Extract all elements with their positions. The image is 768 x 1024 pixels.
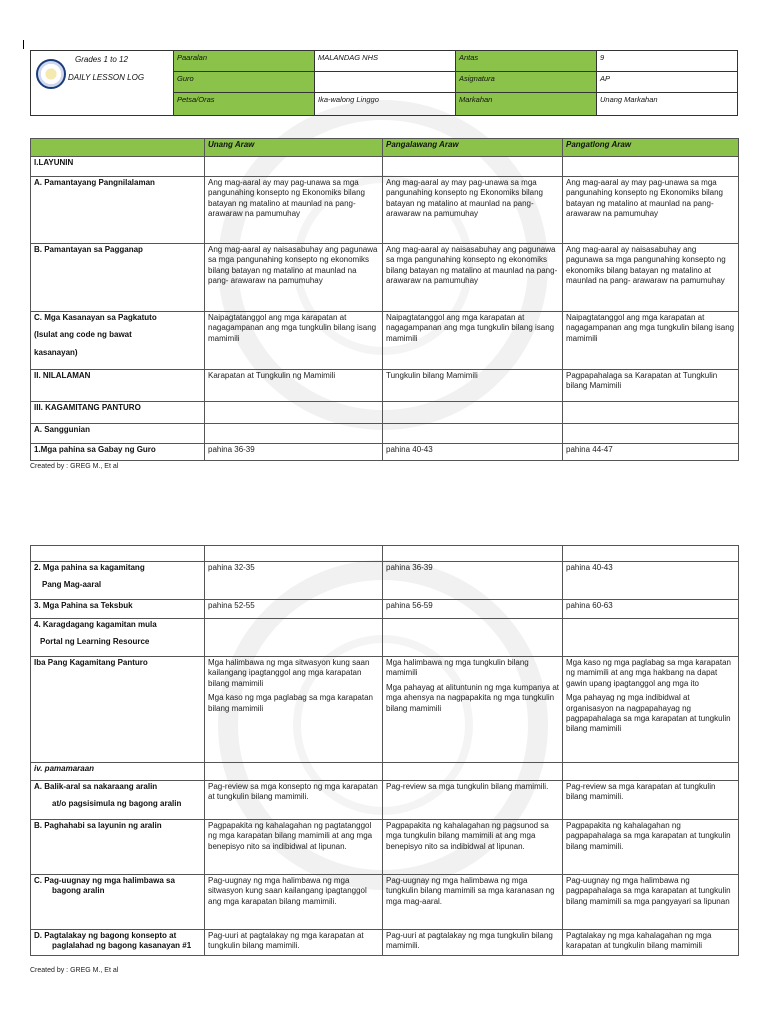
- row-label-line: 2. Mga pahina sa kagamitang: [34, 563, 145, 572]
- empty-cell: [205, 157, 383, 177]
- header-info-grid: [174, 51, 738, 115]
- empty-cell: [383, 157, 563, 177]
- cell-day2: [383, 657, 563, 763]
- created-by-footer: Created by : GREG M., Et al: [30, 967, 119, 974]
- cell-paragraph: Mga halimbawa ng mga tungkulin bilang mamimili: [386, 658, 529, 678]
- created-by-footer: Created by : GREG M., Et al: [30, 463, 119, 470]
- header-label-petsa: Petsa/Oras: [174, 93, 315, 115]
- row-label-karagdagang-kagamitan: [31, 619, 205, 657]
- row-label-iba-pang-kagamitan: Iba Pang Kagamitang Panturo: [31, 657, 205, 763]
- empty-cell: [383, 402, 563, 424]
- empty-cell: [383, 619, 563, 657]
- cell-day2: Ang mag-aaral ay naisasabuhay ang pagunawa sa mga pangunahing konsepto ng ekonomiks bilang batayan ng matalino at maunlad na pang- arawaraw na pamumuhay: [383, 244, 563, 312]
- empty-cell: [205, 619, 383, 657]
- row-label-kagamitang-mag-aaral: [31, 562, 205, 600]
- header-label-antas: Antas: [456, 51, 597, 72]
- header-value-markahan: Unang Markahan: [600, 95, 658, 104]
- cell-day1: pahina 32-35: [205, 562, 383, 600]
- header-value-asignatura: AP: [597, 72, 738, 93]
- row-label-line: C. Pag-uugnay ng mga halimbawa sa: [34, 876, 175, 885]
- cell-day3: pahina 44-47: [563, 444, 739, 461]
- cell-day2: pahina 40-43: [383, 444, 563, 461]
- row-label-balik-aral: [31, 781, 205, 820]
- cell-day2: Pag-review sa mga tungkulin bilang mamimili.: [383, 781, 563, 820]
- column-header-blank: [31, 139, 205, 157]
- cell-day3: Naipagtatanggol ang mga karapatan at nagagampanan ang mga tungkulin bilang isang mamimili: [563, 312, 739, 370]
- cell-day1: Karapatan at Tungkulin ng Mamimili: [205, 370, 383, 402]
- row-label-line: Pang Mag-aaral: [42, 580, 102, 590]
- row-label-line: A. Balik-aral sa nakaraang aralin: [34, 782, 158, 791]
- cell-paragraph: Mga kaso ng mga paglabag sa mga karapatan ng mamimili at ang mga hakbang na dapat gawin upang ipagtanggol ang mga ito: [566, 658, 731, 688]
- daily-lesson-log-title: DAILY LESSON LOG: [68, 73, 145, 82]
- empty-cell: [383, 763, 563, 781]
- empty-cell: [563, 546, 739, 562]
- cell-day3: pahina 60-63: [563, 600, 739, 619]
- empty-cell: [205, 402, 383, 424]
- deped-seal-icon: [36, 59, 66, 89]
- empty-cell: [205, 424, 383, 444]
- row-label-kasanayan: [31, 312, 205, 370]
- header-label-guro: Guro: [174, 72, 315, 93]
- header-value-antas: 9: [597, 51, 738, 72]
- column-header-day2: Pangalawang Araw: [383, 139, 563, 157]
- cell-paragraph: Mga halimbawa ng mga sitwasyon kung saan kailangang ipagtanggol ang mga karapatan bilang mamimili: [208, 658, 370, 688]
- cell-paragraph: Mga pahayag at alituntunin ng mga kumpanya at mga ahensya na nagpapakita ng mga tungkulin bilang mamimili: [386, 682, 560, 713]
- column-header-day3: Pangatlong Araw: [563, 139, 739, 157]
- cell-day1: pahina 52-55: [205, 600, 383, 619]
- cell-day1: Ang mag-aaral ay naisasabuhay ang pagunawa sa mga pangunahing konsepto ng ekonomiks bilang batayan ng matalino at maunlad na pang- arawaraw na pamumuhay: [205, 244, 383, 312]
- cell-day3: Pagpapahalaga sa Karapatan at Tungkulin bilang Mamimili: [563, 370, 739, 402]
- empty-cell: [563, 619, 739, 657]
- cell-day3: Pagpapakita ng kahalagahan ng pagpapahalaga sa mga karapatan at tungkulin bilang mamimili.: [563, 820, 739, 875]
- cell-day1: Naipagtatanggol ang mga karapatan at nagagampanan ang mga tungkulin bilang isang mamimili: [205, 312, 383, 370]
- text-cursor: [23, 40, 24, 49]
- row-label-line: paglalahad ng bagong kasanayan #1: [52, 941, 192, 951]
- cell-day3: [563, 657, 739, 763]
- cell-day2: Pag-uuri at pagtalakay ng mga tungkulin bilang mamimili.: [383, 930, 563, 956]
- cell-day3: Pag-uugnay ng mga halimbawa ng pagpapahalaga sa mga karapatan at tungkulin bilang mamimili sa mga pangyayari sa lipunan: [563, 875, 739, 930]
- empty-cell: [563, 157, 739, 177]
- cell-day2: pahina 56-59: [383, 600, 563, 619]
- cell-day3: Ang mag-aaral ay may pag-unawa sa mga pangunahing konsepto ng Ekonomiks bilang batayan ng matalino at maunlad na pang-arawaraw na pamumuhay: [563, 177, 739, 244]
- empty-cell: [383, 424, 563, 444]
- empty-cell: [31, 546, 205, 562]
- empty-cell: [205, 763, 383, 781]
- cell-day2: Tungkulin bilang Mamimili: [383, 370, 563, 402]
- cell-day3: pahina 40-43: [563, 562, 739, 600]
- row-label-teksbuk: 3. Mga Pahina sa Teksbuk: [31, 600, 205, 619]
- cell-day2: Pag-uugnay ng mga halimbawa ng mga tungkulin bilang mamimili sa mga karanasan ng mga mag-aaral.: [383, 875, 563, 930]
- cell-day2: Pagpapakita ng kahalagahan ng pagsunod sa mga tungkulin bilang mamimili at ang mga benepisyo nito sa indibidwal at lipunan.: [383, 820, 563, 875]
- row-label-gabay-ng-guro: 1.Mga pahina sa Gabay ng Guro: [31, 444, 205, 461]
- header-value-paaralan: MALANDAG NHS: [315, 51, 456, 72]
- grades-label: Grades 1 to 12: [75, 55, 128, 64]
- header-logo-cell: [31, 51, 174, 115]
- row-label-line: bagong aralin: [52, 886, 105, 896]
- header-value-guro: [315, 72, 456, 93]
- header-value-petsa: Ika-walong Linggo: [315, 93, 456, 115]
- row-label-line: kasanayan): [34, 347, 78, 357]
- cell-day1: pahina 36-39: [205, 444, 383, 461]
- section-nilalaman: II. NILALAMAN: [31, 370, 205, 402]
- row-label-line: C. Mga Kasanayan sa Pagkatuto: [34, 313, 157, 322]
- empty-cell: [563, 402, 739, 424]
- cell-paragraph: Mga kaso ng mga paglabag sa mga karapatan bilang mamimili: [208, 693, 373, 713]
- row-label-line: (Isulat ang code ng bawat: [34, 330, 132, 340]
- row-label-line: Portal ng Learning Resource: [40, 637, 150, 647]
- lesson-log-header: [30, 50, 738, 116]
- lesson-log-table-page1: [30, 138, 739, 461]
- cell-day2: Naipagtatanggol ang mga karapatan at nagagampanan ang mga tungkulin bilang isang mamimili: [383, 312, 563, 370]
- cell-day1: Pag-review sa mga konsepto ng mga karapatan at tungkulin bilang mamimili.: [205, 781, 383, 820]
- lesson-log-table-page2: [30, 545, 739, 956]
- cell-day1: [205, 657, 383, 763]
- section-kagamitang-panturo: III. KAGAMITANG PANTURO: [31, 402, 205, 424]
- row-label-line: at/o pagsisimula ng bagong aralin: [52, 799, 182, 809]
- row-label-sanggunian: A. Sanggunian: [31, 424, 205, 444]
- empty-cell: [563, 763, 739, 781]
- row-label-pagtalakay: [31, 930, 205, 956]
- section-pamamaraan: iv. pamamaraan: [31, 763, 205, 781]
- row-label-paghahabi: B. Paghahabi sa layunin ng aralin: [31, 820, 205, 875]
- row-label-line: 4. Karagdagang kagamitan mula: [34, 620, 157, 629]
- header-label-markahan: Markahan: [456, 93, 597, 115]
- cell-day1: Pag-uuri at pagtalakay ng mga karapatan at tungkulin bilang mamimili.: [205, 930, 383, 956]
- header-label-paaralan: Paaralan: [174, 51, 315, 72]
- cell-day3: Pag-review sa mga karapatan at tungkulin bilang mamimili.: [563, 781, 739, 820]
- cell-day1: Ang mag-aaral ay may pag-unawa sa mga pangunahing konsepto ng Ekonomiks bilang batayan ng matalino at maunlad na pang-arawaraw na pamumuhay: [205, 177, 383, 244]
- cell-day3: Pagtalakay ng mga kahalagahan ng mga karapatan at tungkulin bilang mamimili: [563, 930, 739, 956]
- section-layunin: I.LAYUNIN: [31, 157, 205, 177]
- header-label-asignatura: Asignatura: [456, 72, 597, 93]
- cell-day1: Pag-uugnay ng mga halimbawa ng mga sitwasyon kung saan kailangang ipagtanggol ang mga karapatan bilang mamimili.: [205, 875, 383, 930]
- empty-cell: [383, 546, 563, 562]
- cell-day2: Ang mag-aaral ay may pag-unawa sa mga pangunahing konsepto ng Ekonomiks bilang batayan ng matalino at maunlad na pang-arawaraw na pamumuhay: [383, 177, 563, 244]
- cell-day1: Pagpapakita ng kahalagahan ng pagtatanggol ng mga karapatan bilang mamimili at ang mga benepisyo nito sa indibidwal at lipunan.: [205, 820, 383, 875]
- row-label-line: D. Pagtalakay ng bagong konsepto at: [34, 931, 177, 940]
- row-label-pag-uugnay: [31, 875, 205, 930]
- empty-cell: [563, 424, 739, 444]
- row-label-pamantayan-sa-pagganap: B. Pamantayan sa Pagganap: [31, 244, 205, 312]
- cell-day2: pahina 36-39: [383, 562, 563, 600]
- column-header-day1: Unang Araw: [205, 139, 383, 157]
- row-label-pamantayang-pangnilalaman: A. Pamantayang Pangnilalaman: [31, 177, 205, 244]
- empty-cell: [205, 546, 383, 562]
- cell-day3: Ang mag-aaral ay naisasabuhay ang pagunawa sa mga pangunahing konsepto ng ekonomiks bilang batayan ng matalino at maunlad na pang- arawaraw na pamumuhay: [563, 244, 739, 312]
- cell-paragraph: Mga pahayag ng mga indibidwal at organisasyon na nagpapahayag ng pagpapahalaga sa mga karapatan at tungkulin bilang mamimili: [566, 693, 731, 734]
